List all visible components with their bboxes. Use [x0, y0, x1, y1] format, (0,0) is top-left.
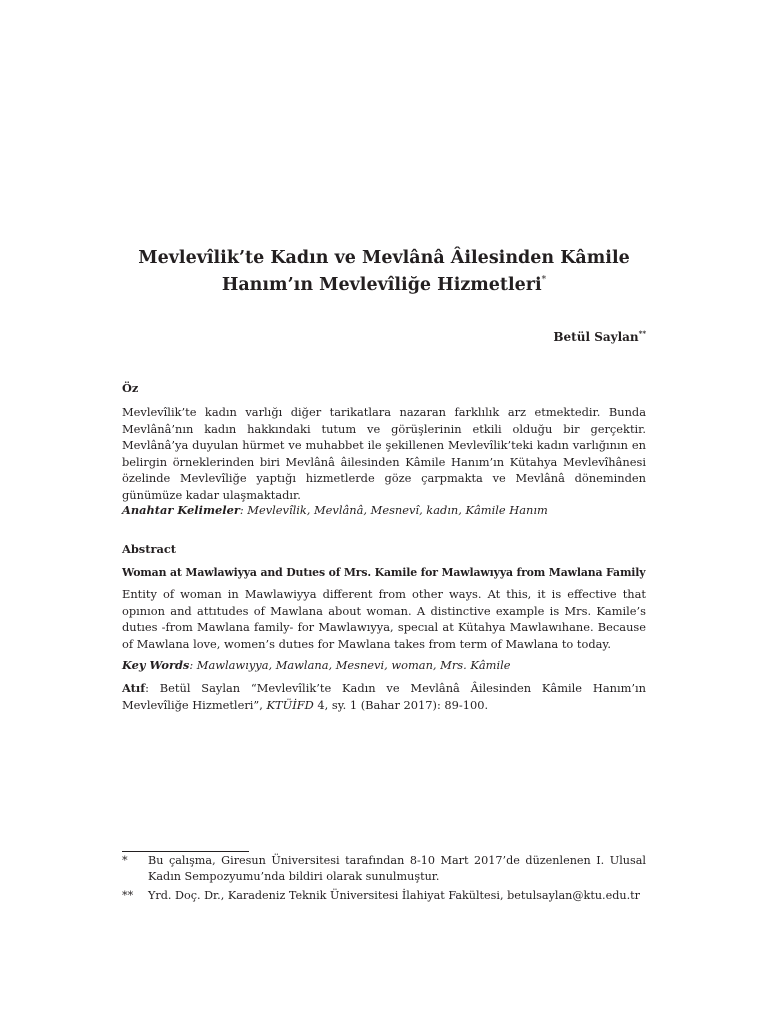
author-name: Betül Saylan: [553, 330, 639, 344]
abstract-subtitle: [122, 565, 646, 582]
title-line-2: [122, 269, 646, 296]
citation: [122, 680, 646, 713]
citation-text-before: : Betül Saylan “Mevlevîlik’te Kadın ve Mevlânâ Âilesinden Kâmile Hanım’ın Mevlevîliğe Hizmetleri”,: [122, 681, 646, 712]
abstract-keywords-list: : Mawlawıyya, Mawlana, Mesnevi, woman, Mrs. Kâmile: [189, 658, 511, 672]
citation-text-after: 4, sy. 1 (Bahar 2017): 89-100.: [313, 697, 489, 712]
article-title: [122, 247, 646, 296]
oz-keywords-label: Anahtar Kelimeler: [122, 503, 240, 517]
oz-body: Mevlevîlik’te kadın varlığı diğer tarikatlara nazaran farklılık arz etmektedir. Bunda Mevlânâ’nın kadın hakkındaki tutum ve görüşlerinin etkili olduğu bir gerçektir. Mevlânâ’ya duyulan hürmet ve muhabbet ile şekillenen Mevlevîlik’teki kadın varlığının en belirgin örneklerinden biri Mevlânâ âilesinden Kâmile Hanım’ın Kütahya Mevlevîhânesi özelinde Mevlevîliğe yaptığı hizmetlerde göze çarpmakta ve Mevlânâ döneminden günümüze kadar ulaşmaktadır.: [122, 405, 646, 502]
citation-label: Atıf: [122, 681, 146, 695]
oz-keywords: [122, 502, 646, 519]
abstract-keywords-label: Key Words: [122, 658, 190, 672]
footnote-1: [122, 853, 646, 885]
author-byline: [553, 329, 646, 344]
title-line-1: Mevlevîlik’te Kadın ve Mevlânâ Âilesinden Kâmile: [138, 248, 630, 268]
footnote-separator: [122, 851, 249, 852]
oz-heading: [122, 380, 646, 397]
footnote-2: [122, 888, 646, 904]
footnote-2-mark: **: [122, 889, 134, 902]
abstract-subtitle-text: Woman at Mawlawiyya and Dutıes of Mrs. Kamile for Mawlawıyya from Mawlana Family: [122, 566, 646, 579]
author-footnote-mark[interactable]: **: [638, 329, 646, 338]
title-line-2-text: Hanım’ın Mevlevîliğe Hizmetleri: [221, 275, 542, 295]
abstract-keywords: [122, 657, 646, 674]
citation-journal: KTÜİFD: [266, 697, 314, 712]
abstract-body: Entity of woman in Mawlawiyya different from other ways. At this, it is effective that opınıon and attıtudes of Mawlana about woman. A distinctive example is Mrs. Kamile’s dutıes -from Mawlana family- for Mawlawıyya, specıal at Kütahya Mawlawıhane. Because of Mawlana love, women’s dutıes for Mawlana takes from term of Mawlana to today.: [122, 587, 646, 651]
footnote-2-text[interactable]: Yrd. Doç. Dr., Karadeniz Teknik Üniversitesi İlahiyat Fakültesi, betulsaylan@ktu.edu.tr: [148, 889, 640, 902]
title-footnote-mark[interactable]: *: [541, 275, 547, 285]
abstract-heading-text: Abstract: [122, 542, 177, 556]
footnote-1-text: Bu çalışma, Giresun Üniversitesi tarafından 8-10 Mart 2017’de düzenlenen I. Ulusal Kadın Sempozyumu’nda bildiri olarak sunulmuştur.: [148, 854, 646, 883]
footnote-1-mark: *: [122, 854, 128, 867]
abstract-heading: [122, 541, 646, 558]
oz-keywords-list: : Mevlevîlik, Mevlânâ, Mesnevî, kadın, Kâmile Hanım: [239, 503, 548, 517]
oz-heading-text: Öz: [122, 381, 139, 395]
